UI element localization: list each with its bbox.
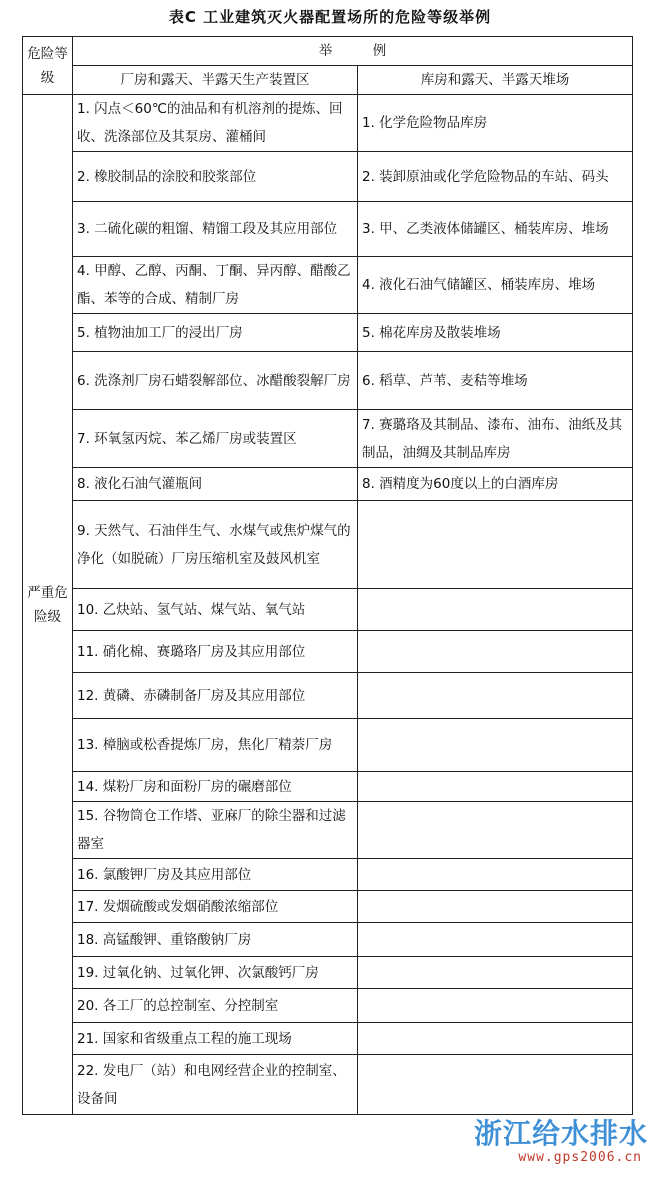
table-row [23, 772, 633, 802]
storage-cell [358, 989, 633, 1023]
factory-cell: 20. 各工厂的总控制室、分控制室 [73, 989, 358, 1023]
factory-cell: 22. 发电厂（站）和电网经营企业的控制室、设备间 [73, 1055, 358, 1115]
factory-cell: 11. 硝化棉、赛璐珞厂房及其应用部位 [73, 631, 358, 673]
header-row-1 [23, 37, 633, 66]
table-row [23, 989, 633, 1023]
factory-cell: 4. 甲醇、乙醇、丙酮、丁酮、异丙醇、醋酸乙酯、苯等的合成、精制厂房 [73, 257, 358, 314]
storage-cell [358, 673, 633, 719]
storage-cell [358, 1023, 633, 1055]
storage-cell [358, 631, 633, 673]
table-row [23, 410, 633, 468]
header-examples: 举 例 [73, 37, 633, 66]
factory-cell: 15. 谷物筒仓工作塔、亚麻厂的除尘器和过滤器室 [73, 802, 358, 859]
factory-cell: 10. 乙炔站、氢气站、煤气站、氧气站 [73, 589, 358, 631]
storage-cell [358, 923, 633, 957]
storage-cell [358, 891, 633, 923]
storage-cell [358, 501, 633, 589]
factory-cell: 7. 环氧氢丙烷、苯乙烯厂房或装置区 [73, 410, 358, 468]
table-row [23, 859, 633, 891]
factory-cell: 12. 黄磷、赤磷制备厂房及其应用部位 [73, 673, 358, 719]
storage-cell [358, 719, 633, 772]
factory-cell: 13. 樟脑或松香提炼厂房，焦化厂精萘厂房 [73, 719, 358, 772]
header-row-2 [23, 66, 633, 95]
table-row [23, 802, 633, 859]
table-row [23, 501, 633, 589]
factory-cell: 19. 过氧化钠、过氧化钾、次氯酸钙厂房 [73, 957, 358, 989]
table-row [23, 673, 633, 719]
factory-cell: 14. 煤粉厂房和面粉厂房的碾磨部位 [73, 772, 358, 802]
storage-cell: 3. 甲、乙类液体储罐区、桶装库房、堆场 [358, 202, 633, 257]
table-row [23, 257, 633, 314]
level-cell: 严重危险级 [23, 95, 73, 1115]
factory-cell: 6. 洗涤剂厂房石蜡裂解部位、冰醋酸裂解厂房 [73, 352, 358, 410]
table-title: 表C 工业建筑灭火器配置场所的危险等级举例 [168, 8, 492, 26]
storage-cell: 1. 化学危险物品库房 [358, 95, 633, 152]
table-row [23, 314, 633, 352]
hazard-level-table [22, 36, 633, 1115]
table-row [23, 152, 633, 202]
table-row [23, 923, 633, 957]
table-row [23, 1023, 633, 1055]
factory-cell: 16. 氯酸钾厂房及其应用部位 [73, 859, 358, 891]
table-row [23, 352, 633, 410]
watermark-title: 浙江给水排水 [473, 1117, 648, 1150]
storage-cell: 5. 棉花库房及散装堆场 [358, 314, 633, 352]
factory-cell: 1. 闪点＜60℃的油品和有机溶剂的提炼、回收、洗涤部位及其泵房、灌桶间 [73, 95, 358, 152]
storage-cell [358, 859, 633, 891]
storage-cell [358, 589, 633, 631]
table-row [23, 1055, 633, 1115]
table-row [23, 719, 633, 772]
storage-cell [358, 772, 633, 802]
factory-cell: 17. 发烟硫酸或发烟硝酸浓缩部位 [73, 891, 358, 923]
watermark-url: www.gps2006.cn [518, 1150, 642, 1165]
factory-cell: 8. 液化石油气灌瓶间 [73, 468, 358, 501]
factory-cell: 9. 天然气、石油伴生气、水煤气或焦炉煤气的净化（如脱硫）厂房压缩机室及鼓风机室 [73, 501, 358, 589]
storage-cell: 2. 装卸原油或化学危险物品的车站、码头 [358, 152, 633, 202]
table-row [23, 891, 633, 923]
header-level: 危险等级 [23, 37, 73, 95]
table-row [23, 957, 633, 989]
header-storage: 库房和露天、半露天堆场 [358, 66, 633, 95]
storage-cell [358, 957, 633, 989]
factory-cell: 18. 高锰酸钾、重铬酸钠厂房 [73, 923, 358, 957]
storage-cell [358, 1055, 633, 1115]
storage-cell: 7. 赛璐珞及其制品、漆布、油布、油纸及其制品，油绸及其制品库房 [358, 410, 633, 468]
factory-cell: 3. 二硫化碳的粗馏、精馏工段及其应用部位 [73, 202, 358, 257]
factory-cell: 21. 国家和省级重点工程的施工现场 [73, 1023, 358, 1055]
storage-cell: 6. 稻草、芦苇、麦秸等堆场 [358, 352, 633, 410]
table-row [23, 95, 633, 152]
storage-cell [358, 802, 633, 859]
table-row [23, 202, 633, 257]
storage-cell: 4. 液化石油气储罐区、桶装库房、堆场 [358, 257, 633, 314]
table-row [23, 631, 633, 673]
storage-cell: 8. 酒精度为60度以上的白酒库房 [358, 468, 633, 501]
header-factory: 厂房和露天、半露天生产装置区 [73, 66, 358, 95]
factory-cell: 5. 植物油加工厂的浸出厂房 [73, 314, 358, 352]
table-row [23, 589, 633, 631]
factory-cell: 2. 橡胶制品的涂胶和胶浆部位 [73, 152, 358, 202]
table-row [23, 468, 633, 501]
